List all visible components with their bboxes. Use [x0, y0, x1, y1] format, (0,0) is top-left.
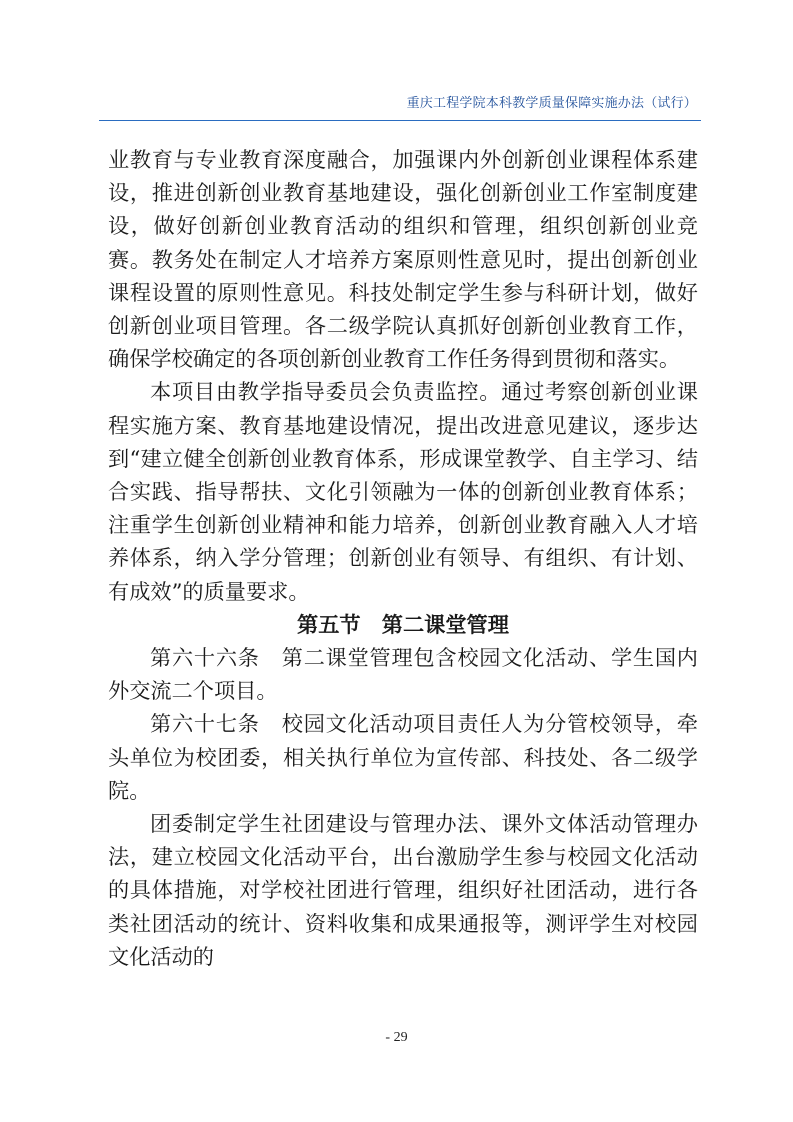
page-number: - 29 [385, 1030, 408, 1045]
body-text [108, 143, 698, 973]
paragraph-league-committee: 团委制定学生社团建设与管理办法、课外文体活动管理办法，建立校园文化活动平台，出台激励学生参与校园文化活动的具体措施，对学校社团进行管理，组织好社团活动，进行各类社团活动的统计、资料收集和成果通报等，测评学生对校园文化活动的 [108, 811, 698, 969]
article-66 [108, 641, 698, 707]
section-heading: 第五节 第二课堂管理 [297, 611, 509, 637]
header-divider [99, 120, 701, 121]
article-67 [108, 707, 698, 807]
article-67-text: 校园文化活动项目责任人为分管校领导，牵头单位为校团委，相关执行单位为宣传部、科技处、各二级学院。 [108, 711, 698, 803]
article-66-number: 第六十六条 [150, 645, 260, 671]
paragraph-monitoring: 本项目由教学指导委员会负责监控。通过考察创新创业课程实施方案、教育基地建设情况，提出改进意见建议，逐步达到“建立健全创新创业教育体系，形成课堂教学、自主学习、结合实践、指导帮扶、文化引领融为一体的创新创业教育体系；注重学生创新创业精神和能力培养，创新创业教育融入人才培养体系，纳入学分管理；创新创业有领导、有组织、有计划、有成效”的质量要求。 [108, 379, 698, 604]
article-67-number: 第六十七条 [150, 711, 260, 737]
article-66-text: 第二课堂管理包含校园文化活动、学生国内外交流二个项目。 [108, 645, 698, 704]
running-header-title: 重庆工程学院本科教学质量保障实施办法（试行） [406, 96, 697, 111]
paragraph-continued: 业教育与专业教育深度融合，加强课内外创新创业课程体系建设，推进创新创业教育基地建设，强化创新创业工作室制度建设，做好创新创业教育活动的组织和管理，组织创新创业竞赛。教务处在制定人才培养方案原则性意见时，提出创新创业课程设置的原则性意见。科技处制定学生参与科研计划，做好创新创业项目管理。各二级学院认真抓好创新创业教育工作，确保学校确定的各项创新创业教育工作任务得到贯彻和落实。 [108, 147, 698, 372]
